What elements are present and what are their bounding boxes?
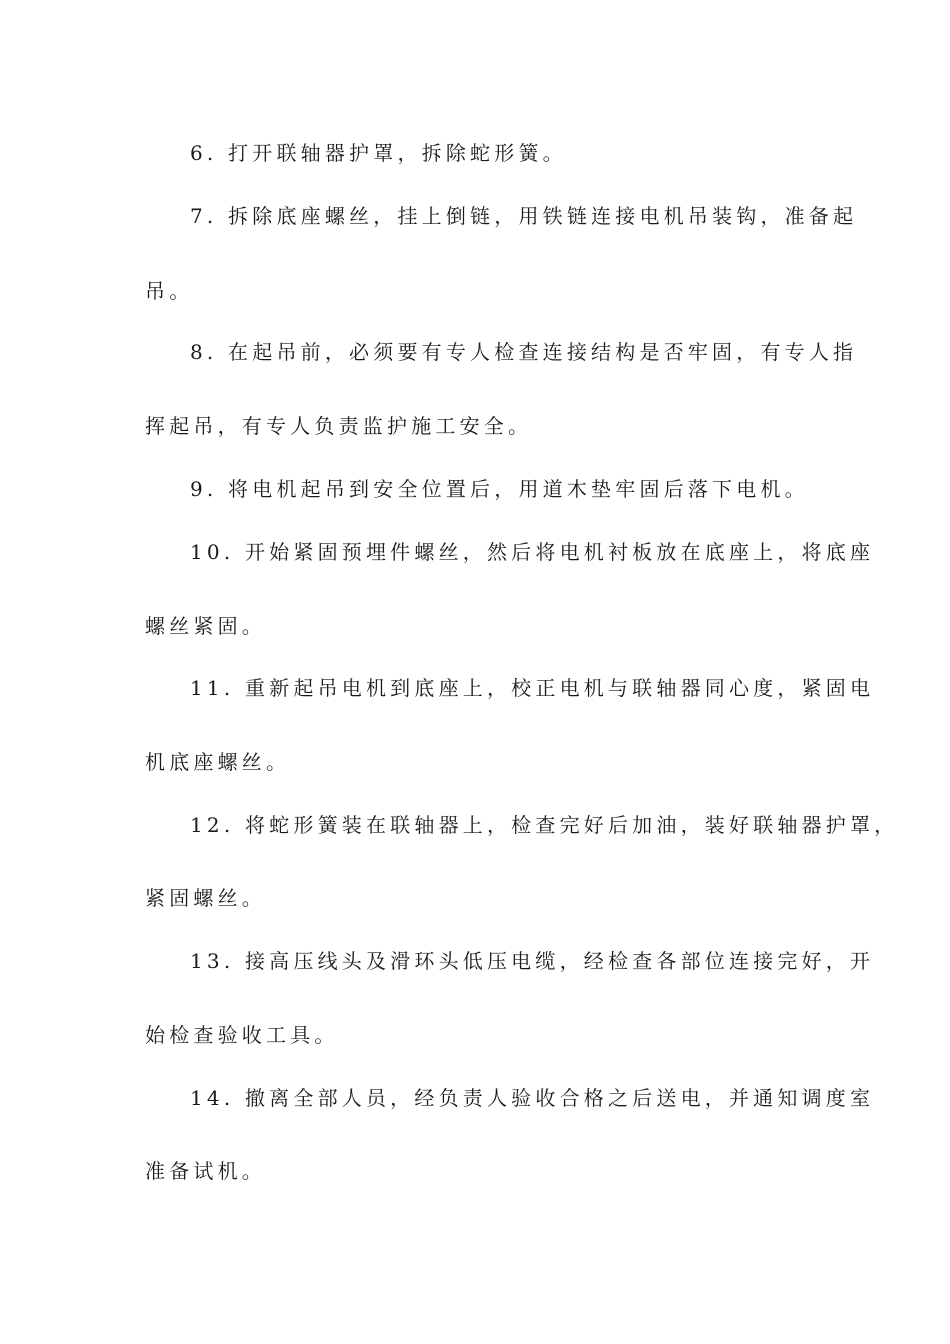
step-13-line: 13. 接高压线头及滑环头低压电缆，经检查各部位连接完好，开 — [190, 949, 875, 973]
step-9-line: 9. 将电机起吊到安全位置后，用道木垫牢固后落下电机。 — [190, 477, 809, 501]
step-12-line: 12. 将蛇形簧装在联轴器上，检查完好后加油，装好联轴器护罩， — [190, 813, 899, 837]
step-13-continuation: 始检查验收工具。 — [145, 1023, 339, 1047]
step-8-continuation: 挥起吊，有专人负责监护施工安全。 — [145, 414, 533, 438]
step-11-line: 11. 重新起吊电机到底座上，校正电机与联轴器同心度，紧固电 — [190, 676, 875, 700]
step-10-continuation: 螺丝紧固。 — [145, 614, 266, 638]
step-12-continuation: 紧固螺丝。 — [145, 886, 266, 910]
step-10-line: 10. 开始紧固预埋件螺丝，然后将电机衬板放在底座上，将底座 — [190, 540, 875, 564]
step-8-line: 8. 在起吊前，必须要有专人检查连接结构是否牢固，有专人指 — [190, 340, 858, 364]
step-6-line: 6. 打开联轴器护罩，拆除蛇形簧。 — [190, 141, 567, 165]
step-14-line: 14. 撤离全部人员，经负责人验收合格之后送电，并通知调度室 — [190, 1086, 875, 1110]
step-11-continuation: 机底座螺丝。 — [145, 750, 291, 774]
step-7-continuation: 吊。 — [145, 279, 194, 303]
step-14-continuation: 准备试机。 — [145, 1159, 266, 1183]
step-7-line: 7. 拆除底座螺丝，挂上倒链，用铁链连接电机吊装钩，准备起 — [190, 204, 858, 228]
